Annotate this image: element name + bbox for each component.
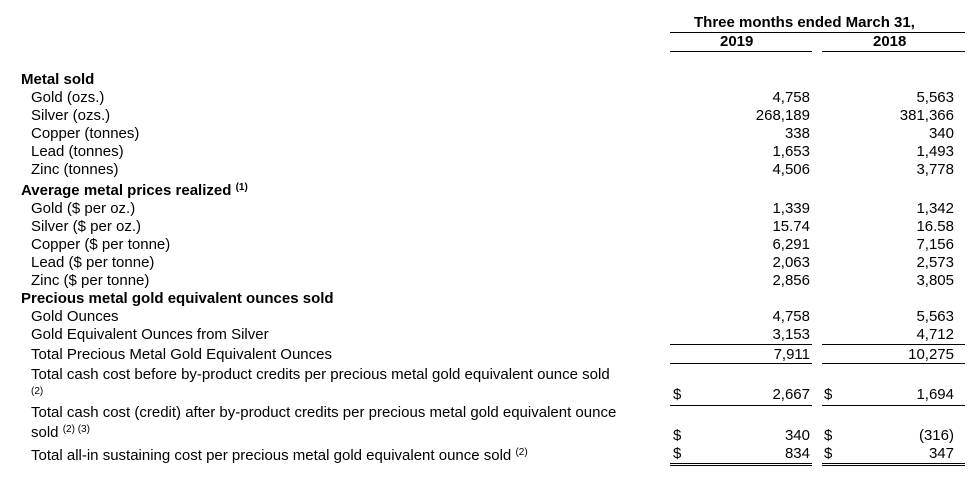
footnote-ref: (2) [515,447,528,458]
value-2019: 1,339 [772,200,810,217]
value-2018: 1,493 [916,143,954,160]
row-label: Copper (tonnes) [31,125,140,142]
section-average-prices-label: Average metal prices realized [21,182,232,199]
cost-label-line1: Total cash cost before by-product credits per precious metal gold equivalent ounce sold [31,366,610,383]
row-label: Total Precious Metal Gold Equivalent Ounces [31,346,332,363]
row-label: Gold (ozs.) [31,89,105,106]
value-2018: 16.58 [916,218,954,235]
value-2019: 834 [784,445,810,462]
value-2019: 3,153 [772,326,810,343]
currency-2019: $ [673,445,682,462]
cost-label-line1: Total cash cost (credit) after by-product credits per precious metal gold equivalent ounce [31,404,617,421]
value-2019: 7,911 [773,346,810,363]
value-2019: 268,189 [755,107,810,124]
currency-2018: $ [824,427,833,444]
final-rule-2018 [822,463,965,466]
value-2019: 338 [784,125,810,142]
value-2018: 340 [928,125,954,142]
year-2018-header: 2018 [873,33,907,50]
currency-2019: $ [673,386,682,403]
row-label: Silver (ozs.) [31,107,111,124]
currency-2018: $ [824,386,833,403]
value-2018: 5,563 [916,308,954,325]
footnote-ref: (1) [235,182,248,193]
cost-rule-2018 [822,405,965,406]
value-2018: (316) [918,427,954,444]
year-2019-rule [670,51,812,52]
row-label: Lead ($ per tonne) [31,254,155,271]
footnote-ref: (2) (3) [62,424,90,435]
value-2018: 381,366 [899,107,954,124]
value-2018: 1,694 [916,386,954,403]
value-2018: 347 [928,445,954,462]
row-label: Copper ($ per tonne) [31,236,171,253]
value-2018: 10,275 [908,346,954,363]
cost-label-text: Total all-in sustaining cost per precious metal gold equivalent ounce sold [31,447,512,464]
total-rule-2018 [822,363,965,364]
row-label: Zinc (tonnes) [31,161,119,178]
cost-rule-2019 [670,405,812,406]
currency-2018: $ [824,445,833,462]
value-2019: 15.74 [772,218,810,235]
subtotal-rule-2018 [822,344,965,345]
value-2019: 340 [784,427,810,444]
row-label: Lead (tonnes) [31,143,124,160]
year-2019-header: 2019 [720,33,754,50]
row-label: Zinc ($ per tonne) [31,272,150,289]
value-2018: 3,805 [916,272,954,289]
final-rule-2019 [670,463,812,466]
year-2018-rule [822,51,965,52]
cost-label-text: sold [31,424,59,441]
value-2018: 3,778 [916,161,954,178]
value-2019: 4,758 [772,89,810,106]
row-label: Gold Ounces [31,308,119,325]
row-label: Gold Equivalent Ounces from Silver [31,326,269,343]
section-precious-metal: Precious metal gold equivalent ounces sold [21,290,334,307]
row-label: Gold ($ per oz.) [31,200,136,217]
section-average-prices [21,182,248,199]
row-label: Silver ($ per oz.) [31,218,142,235]
value-2018: 2,573 [916,254,954,271]
value-2019: 2,667 [772,386,810,403]
period-header: Three months ended March 31, [694,14,915,31]
value-2019: 4,506 [772,161,810,178]
footnote-ref: (2) [31,386,44,397]
subtotal-rule-2019 [670,344,812,345]
value-2019: 2,856 [772,272,810,289]
cost-label-line2 [31,383,43,400]
cost-label-line2 [31,424,90,441]
value-2019: 6,291 [772,236,810,253]
value-2019: 4,758 [772,308,810,325]
total-rule-2019 [670,363,812,364]
value-2018: 7,156 [916,236,954,253]
value-2019: 1,653 [772,143,810,160]
period-header-rule [670,32,965,33]
section-metal-sold: Metal sold [21,71,95,88]
cost-label-line1 [31,447,528,464]
currency-2019: $ [673,427,682,444]
value-2018: 5,563 [916,89,954,106]
value-2018: 4,712 [916,326,954,343]
value-2018: 1,342 [916,200,954,217]
value-2019: 2,063 [772,254,810,271]
